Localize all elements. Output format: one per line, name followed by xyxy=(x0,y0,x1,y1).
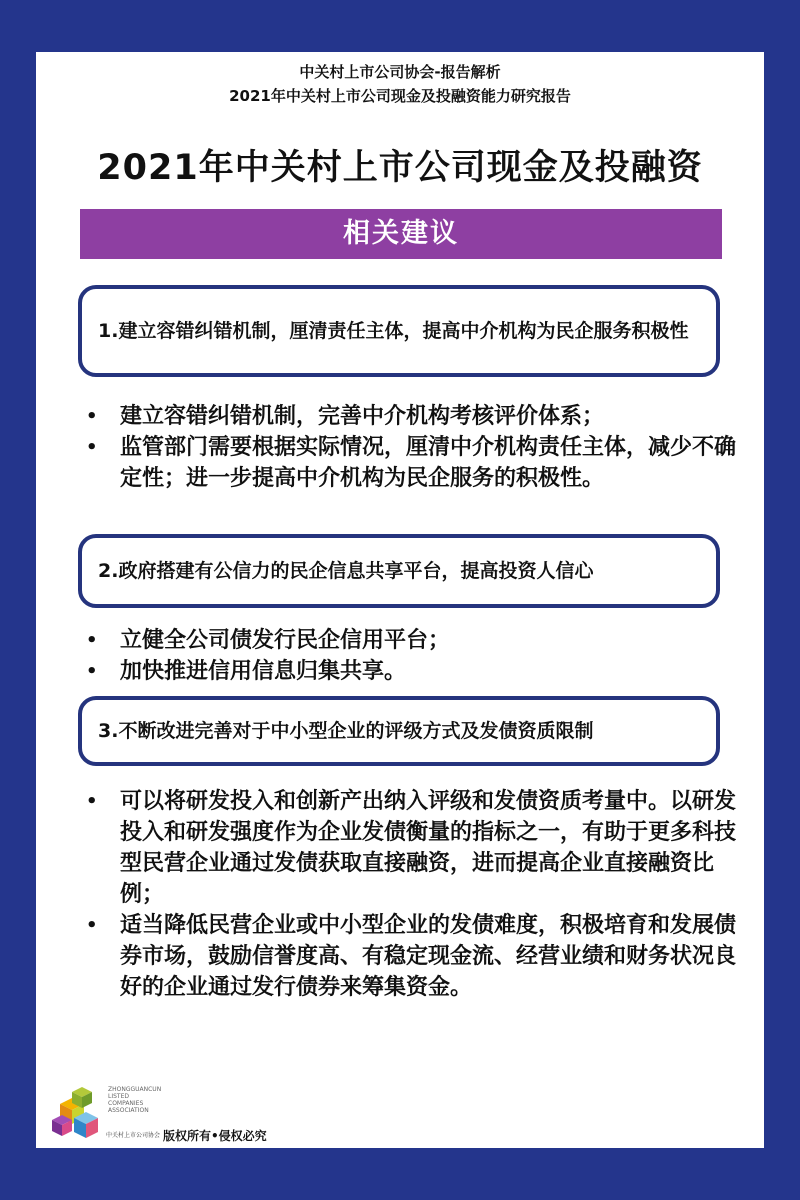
bullet-text: 立健全公司债发行民企信用平台； xyxy=(120,628,451,653)
recommendation-2-heading: 2.政府搭建有公信力的民企信息共享平台，提高投资人信心 xyxy=(98,560,594,582)
logo-cn-text: 中关村上市公司协会 xyxy=(106,1132,161,1139)
recommendation-1-box xyxy=(78,285,720,377)
list-item xyxy=(82,625,746,656)
list-item xyxy=(82,786,746,910)
association-logo xyxy=(50,1082,162,1144)
section-banner: 相关建议 xyxy=(80,209,722,259)
bullet-text: 加快推进信用信息归集共享。 xyxy=(120,659,407,684)
recommendation-2-list xyxy=(82,625,746,687)
recommendation-3-box xyxy=(78,696,720,766)
bullet-icon: • xyxy=(86,915,98,936)
report-header xyxy=(36,60,764,108)
logo-text: ZHONGGUANCUN LISTED COMPANIES ASSOCIATION xyxy=(108,1086,162,1114)
list-item xyxy=(82,432,746,494)
recommendation-3-heading: 3.不断改进完善对于中小型企业的评级方式及发债资质限制 xyxy=(98,720,594,742)
report-card xyxy=(36,52,764,1148)
recommendation-1-heading: 1.建立容错纠错机制，厘清责任主体，提高中介机构为民企服务积极性 xyxy=(98,320,689,342)
bullet-text: 可以将研发投入和创新产出纳入评级和发债资质考量中。以研发投入和研发强度作为企业发债衡量的指标之一，有助于更多科技型民营企业通过发债获取直接融资，进而提高企业直接融资比例； xyxy=(120,789,737,907)
list-item xyxy=(82,910,746,1003)
bullet-icon: • xyxy=(86,630,98,651)
bullet-text: 适当降低民营企业或中小型企业的发债难度，积极培育和发展债券市场，鼓励信誉度高、有稳定现金流、经营业绩和财务状况良好的企业通过发行债券来筹集资金。 xyxy=(120,913,737,1000)
recommendation-2-box xyxy=(78,534,720,608)
header-line-2: 2021年中关村上市公司现金及投融资能力研究报告 xyxy=(229,87,571,105)
cube-logo-icon xyxy=(50,1082,106,1144)
list-item xyxy=(82,656,746,687)
bullet-text: 建立容错纠错机制，完善中介机构考核评价体系； xyxy=(120,404,605,429)
copyright-notice: 版权所有•侵权必究 xyxy=(163,1129,267,1143)
bullet-icon: • xyxy=(86,437,98,458)
header-line-1: 中关村上市公司协会-报告解析 xyxy=(299,63,501,81)
recommendation-3-list xyxy=(82,786,746,1003)
bullet-icon: • xyxy=(86,406,98,427)
bullet-icon: • xyxy=(86,661,98,682)
bullet-text: 监管部门需要根据实际情况，厘清中介机构责任主体，减少不确定性；进一步提高中介机构为民企服务的积极性。 xyxy=(120,435,737,491)
page-title: 2021年中关村上市公司现金及投融资 xyxy=(97,148,703,188)
bullet-icon: • xyxy=(86,791,98,812)
list-item xyxy=(82,401,746,432)
recommendation-1-list xyxy=(82,401,746,494)
